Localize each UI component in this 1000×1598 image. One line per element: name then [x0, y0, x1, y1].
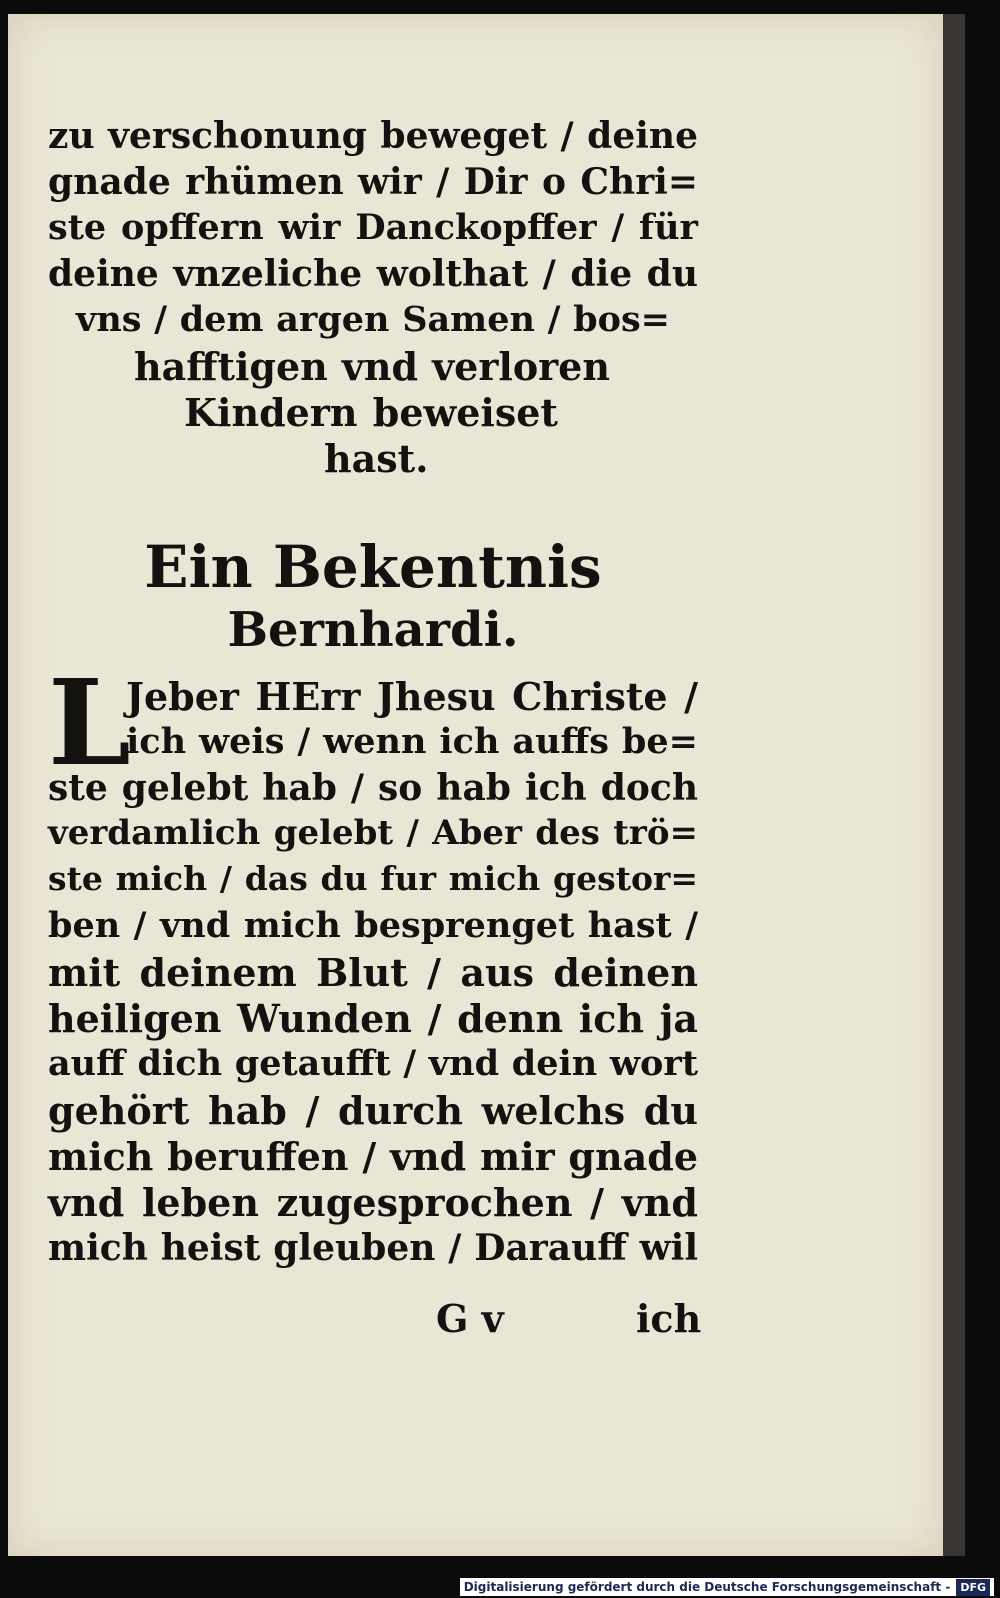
body-line: ben / vnd mich besprenget hast / — [48, 905, 698, 946]
body-line: Jeber HErr Jhesu Christe / — [126, 674, 698, 719]
body-line: mit deinem Blut / aus deinen — [48, 950, 698, 995]
text-line: vns / dem argen Samen / bos= — [76, 299, 670, 340]
footer-credit — [460, 1578, 994, 1596]
body-line: mich heist gleuben / Darauff wil — [48, 1227, 698, 1269]
body-line: auff dich getaufft / vnd dein wort — [48, 1043, 698, 1084]
text-line: hast. — [324, 436, 429, 481]
body-line: vnd leben zugesprochen / vnd — [48, 1180, 698, 1225]
body-line: ste mich / das du fur mich gestor= — [48, 859, 698, 898]
text-line: hafftigen vnd verloren — [134, 344, 610, 389]
text-line: deine vnzeliche wolthat / die du — [48, 253, 698, 295]
catchword: ich — [636, 1296, 702, 1341]
section-subheading: Bernhardi. — [227, 602, 519, 658]
body-line: mich beruffen / vnd mir gnade — [48, 1134, 698, 1179]
book-page — [8, 14, 943, 1556]
drop-cap: L — [48, 653, 131, 792]
body-line: gehört hab / durch welchs du — [48, 1088, 698, 1133]
section-heading: Ein Bekentnis — [144, 533, 602, 601]
body-line: ich weis / wenn ich auffs be= — [126, 721, 698, 762]
dfg-logo: DFG — [956, 1579, 990, 1596]
page-edge — [943, 14, 965, 1556]
text-line: zu verschonung beweget / deine — [48, 115, 698, 157]
text-line: Kindern beweiset — [184, 390, 558, 435]
body-line: ste gelebt hab / so hab ich doch — [48, 767, 698, 809]
footer-text: Digitalisierung gefördert durch die Deutsche Forschungsgemeinschaft - — [463, 1580, 951, 1594]
text-line: ste opffern wir Danckopffer / für — [48, 207, 698, 248]
body-line: heiligen Wunden / denn ich ja — [48, 996, 698, 1041]
body-line: verdamlich gelebt / Aber des trö= — [48, 813, 698, 853]
text-line: gnade rhümen wir / Dir o Chri= — [48, 161, 698, 203]
signature-mark: G v — [436, 1296, 504, 1341]
